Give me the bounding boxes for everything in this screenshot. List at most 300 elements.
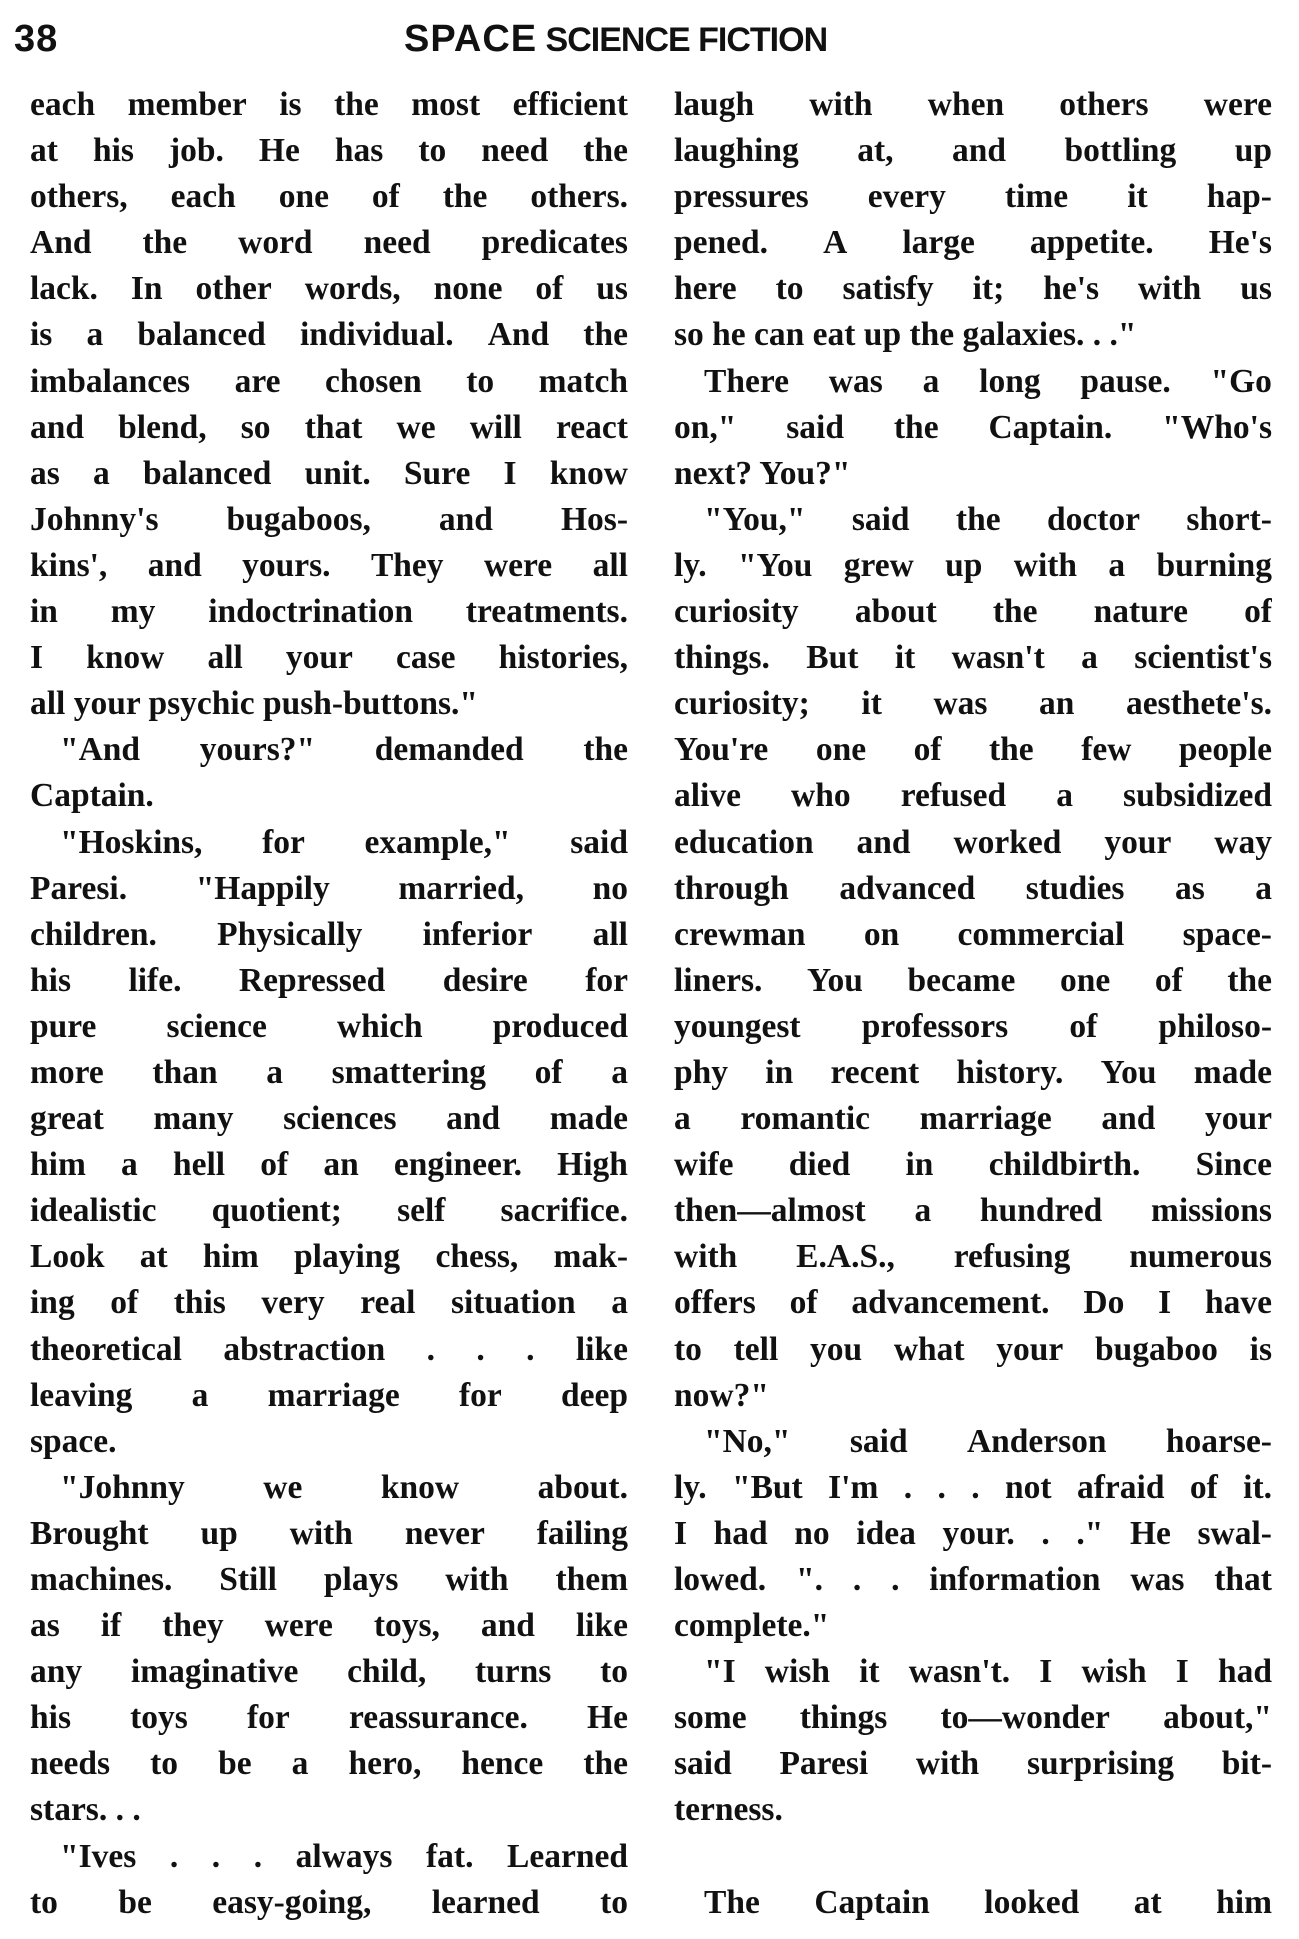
word: the (583, 132, 628, 170)
word: one (278, 178, 329, 216)
word: . (891, 1561, 900, 1598)
word: is (1249, 1330, 1272, 1368)
word: tell (733, 1330, 779, 1368)
word: machines. (30, 1561, 173, 1598)
text-line (674, 174, 1272, 220)
word: marriage (919, 1100, 1052, 1138)
word: Still (219, 1561, 277, 1598)
word: we (263, 1468, 303, 1506)
word: it. (1243, 1468, 1272, 1506)
word: in (765, 1053, 794, 1091)
text-line: now?" (674, 1376, 769, 1414)
word: is (30, 316, 53, 354)
text-line (674, 1234, 1272, 1280)
word: at (139, 1238, 168, 1276)
word: like (575, 1607, 628, 1645)
word: deep (560, 1376, 628, 1414)
word: a (86, 316, 104, 354)
word: the (955, 500, 1001, 538)
word: you (809, 1330, 863, 1368)
word: Paresi (779, 1745, 869, 1783)
word: who (791, 777, 851, 815)
word: life. (128, 961, 182, 999)
text-line (30, 174, 628, 220)
word: . (971, 1468, 980, 1506)
word: with (445, 1561, 509, 1598)
word: an (323, 1146, 359, 1184)
word: about (854, 593, 937, 631)
text-line (674, 543, 1272, 589)
word: hundred (979, 1192, 1103, 1230)
word: all (592, 915, 628, 953)
word: be (118, 1883, 152, 1921)
word: imbalances (30, 362, 191, 400)
word: at (1133, 1883, 1162, 1921)
text-line (30, 1465, 628, 1511)
text-line (30, 1741, 628, 1787)
word: will (469, 408, 522, 446)
word: demanded (374, 731, 524, 769)
word: abstraction (223, 1330, 386, 1368)
word: self (397, 1192, 446, 1230)
word: romantic (740, 1100, 871, 1138)
word: "But (731, 1468, 803, 1506)
word: were (483, 546, 553, 584)
word: we (396, 408, 436, 446)
word: studies (1025, 869, 1125, 907)
word: needs (30, 1745, 111, 1783)
word: laugh (674, 86, 755, 123)
text-line (674, 1741, 1272, 1787)
word: Sure (403, 454, 471, 492)
word: desire (442, 961, 528, 999)
word: hoarse- (1165, 1422, 1272, 1460)
word: professors (861, 1007, 1009, 1045)
word: him (30, 1146, 86, 1184)
word: a (1255, 869, 1272, 907)
word: bit- (1221, 1745, 1272, 1783)
text-line (674, 589, 1272, 635)
word: a (121, 1146, 138, 1184)
word: marriage (267, 1376, 400, 1414)
word: with (1138, 270, 1202, 308)
word: of (1069, 1007, 1098, 1045)
word: satisfy (842, 270, 934, 308)
word: the (1227, 961, 1272, 999)
word: afraid (1076, 1468, 1165, 1506)
word: large (902, 224, 975, 262)
word: phy (674, 1053, 729, 1091)
word: chess, (435, 1238, 519, 1276)
word: sacrifice. (500, 1192, 628, 1230)
word: Paresi. (30, 869, 128, 907)
word: wish (764, 1653, 830, 1691)
word: here (674, 270, 737, 308)
word: I (1158, 1284, 1172, 1322)
word: words, (304, 270, 401, 308)
text-line (30, 543, 628, 589)
word: children. (30, 915, 157, 953)
page-number: 38 (14, 18, 59, 60)
word: each (30, 86, 96, 123)
text-line (30, 1649, 628, 1695)
word: A (823, 224, 848, 262)
word: for (585, 961, 628, 999)
text-line (674, 1649, 1272, 1695)
word: He (587, 1699, 628, 1737)
running-head-rest: SCIENCE FICTION (537, 21, 828, 59)
word: became (907, 961, 1016, 999)
word: of (534, 1053, 563, 1091)
word: surprising (1026, 1745, 1175, 1783)
word: on (863, 915, 900, 953)
word: pressures (674, 178, 809, 216)
word: him (1216, 1883, 1272, 1921)
text-line (30, 866, 628, 912)
running-head (404, 18, 827, 61)
word: the (142, 224, 188, 262)
word: a (922, 362, 940, 400)
word: And (487, 316, 550, 354)
text-line (30, 1695, 628, 1741)
word: "Johnny (60, 1468, 185, 1506)
word: "Ives (60, 1837, 137, 1875)
word: childbirth. (988, 1146, 1141, 1184)
word: which (336, 1007, 423, 1045)
word: all (207, 639, 243, 677)
word: yours. (242, 546, 331, 584)
word: a (674, 1100, 691, 1138)
text-line (674, 1050, 1272, 1096)
word: pened. (674, 224, 769, 262)
word: crewman (674, 915, 806, 953)
word: things (799, 1699, 888, 1737)
text-line (674, 773, 1272, 819)
text-line (674, 820, 1272, 866)
word: failing (536, 1514, 628, 1552)
word: said (851, 500, 910, 538)
text-line (30, 589, 628, 635)
word: of (1189, 1468, 1218, 1506)
word: then—almost (674, 1192, 866, 1230)
page-header (0, 12, 1299, 72)
word: learned (431, 1883, 540, 1921)
word: theoretical (30, 1330, 182, 1368)
word: Since (1195, 1146, 1272, 1184)
word: us (1240, 270, 1272, 308)
word: child, (347, 1653, 427, 1691)
word: "Who's (1162, 408, 1272, 446)
word: and (446, 1100, 501, 1138)
word: easy-going, (212, 1883, 372, 1921)
word: in (905, 1146, 934, 1184)
word: never (404, 1514, 485, 1552)
word: up (1234, 132, 1272, 170)
word: bugaboos, (226, 500, 371, 538)
text-line (674, 405, 1272, 451)
text-line (30, 128, 628, 174)
word: know (86, 639, 165, 677)
word: a (611, 1284, 628, 1322)
word: be (218, 1745, 252, 1783)
text-line (674, 912, 1272, 958)
word: and (952, 132, 1007, 170)
word: refused (900, 777, 1007, 815)
word: Hos- (560, 500, 628, 538)
word: There (704, 362, 789, 400)
text-line (674, 1188, 1272, 1234)
word: bottling (1064, 132, 1177, 170)
word: burning (1156, 546, 1272, 584)
word: to (150, 1745, 179, 1783)
text-line (674, 1004, 1272, 1050)
text-line (30, 820, 628, 866)
word: advancement. (851, 1284, 1050, 1322)
word: advanced (839, 869, 976, 907)
word: your. (942, 1514, 1015, 1552)
text-line: stars. . . (30, 1791, 141, 1829)
word: one (815, 731, 867, 769)
word: most (411, 86, 481, 123)
word: if (100, 1607, 122, 1645)
word: pure (30, 1007, 97, 1045)
word: I'm (828, 1468, 879, 1506)
word: of (789, 1284, 818, 1322)
word: the (583, 731, 628, 769)
word: But (806, 639, 859, 677)
text-line (674, 635, 1272, 681)
word: was (933, 685, 988, 723)
word: engineer. (393, 1146, 522, 1184)
word: missions (1150, 1192, 1272, 1230)
word: made (549, 1100, 628, 1138)
word: none (433, 270, 503, 308)
word: of (260, 1146, 289, 1184)
text-line (30, 82, 628, 128)
word: long (979, 362, 1041, 400)
word: to (600, 1883, 628, 1921)
text-line (674, 1096, 1272, 1142)
text-line (674, 958, 1272, 1004)
text-line (30, 220, 628, 266)
word: made (1193, 1053, 1272, 1091)
text-line: next? You?" (674, 454, 851, 492)
word: scientist's (1134, 639, 1272, 677)
word: that (1214, 1561, 1272, 1598)
word: ly. (674, 1468, 707, 1506)
word: turns (475, 1653, 552, 1691)
word: as (30, 1607, 60, 1645)
word: it (894, 639, 916, 677)
word: that (304, 408, 363, 446)
word: said (786, 408, 844, 446)
word: Repressed (238, 961, 386, 999)
word: . (937, 1468, 946, 1506)
word: the (334, 86, 379, 123)
word: Captain (814, 1883, 930, 1921)
word: toys, (373, 1607, 440, 1645)
word: some (674, 1699, 747, 1737)
word: said (570, 823, 628, 861)
text-line (674, 1695, 1272, 1741)
word: us (596, 270, 628, 308)
word: have (1205, 1284, 1272, 1322)
word: an (1038, 685, 1075, 723)
word: need (363, 224, 431, 262)
word: sciences (283, 1100, 397, 1138)
word: youngest (674, 1007, 801, 1045)
word: commercial (957, 915, 1125, 953)
word: reassurance. (348, 1699, 528, 1737)
word: few (1081, 731, 1132, 769)
word: Physically (217, 915, 363, 953)
word: a (93, 454, 110, 492)
word: Look (30, 1238, 105, 1276)
text-line (674, 359, 1272, 405)
text-line (674, 1419, 1272, 1465)
word: numerous (1129, 1238, 1272, 1276)
word: things. (674, 639, 770, 677)
word: And (30, 224, 92, 262)
word: space- (1182, 915, 1272, 953)
word: to—wonder (940, 1699, 1110, 1737)
text-line (30, 1096, 628, 1142)
word: he's (1043, 270, 1100, 308)
word: was (828, 362, 883, 400)
word: they (162, 1607, 224, 1645)
word: leaving (30, 1376, 133, 1414)
word: is (279, 86, 302, 123)
word: imaginative (130, 1653, 299, 1691)
word: short- (1186, 500, 1272, 538)
word: Anderson (966, 1422, 1107, 1460)
word: . (169, 1837, 179, 1875)
word: playing (294, 1238, 401, 1276)
word: it; (972, 270, 1005, 308)
word: . (903, 1468, 913, 1506)
word: inferior (422, 915, 533, 953)
text-line (674, 1327, 1272, 1373)
text-line (30, 1050, 628, 1096)
word: no (592, 869, 628, 907)
word: great (30, 1100, 104, 1138)
word: They (370, 546, 444, 584)
word: He (258, 132, 300, 170)
word: hell (172, 1146, 226, 1184)
word: I (1039, 1653, 1053, 1691)
word: no (794, 1514, 830, 1552)
text-line (674, 866, 1272, 912)
word: his (30, 961, 71, 999)
word: when (927, 86, 1005, 123)
word: a (1081, 639, 1098, 677)
word: job. (168, 132, 224, 170)
word: word (238, 224, 313, 262)
word: need (481, 132, 549, 170)
text-line (674, 82, 1272, 128)
word: lack. (30, 270, 98, 308)
text-line (674, 1511, 1272, 1557)
word: "I (704, 1653, 736, 1691)
word: quotient; (211, 1192, 342, 1230)
word: at, (857, 132, 894, 170)
text-line (30, 1880, 628, 1926)
word: Brought (30, 1514, 149, 1552)
word: I (1175, 1653, 1189, 1691)
word: ." (1076, 1514, 1104, 1552)
word: looked (984, 1883, 1080, 1921)
word: it (861, 685, 882, 723)
word: to (600, 1653, 628, 1691)
left-column (30, 82, 628, 1926)
word: He (1129, 1514, 1171, 1552)
text-line (30, 1373, 628, 1419)
word: of (535, 270, 564, 308)
text-line: space. (30, 1422, 117, 1460)
text-line (30, 1834, 628, 1880)
word: and (147, 546, 202, 584)
word: are (234, 362, 281, 400)
word: any (30, 1653, 83, 1691)
word: . (253, 1837, 263, 1875)
word: with (809, 86, 873, 123)
word: . (476, 1330, 485, 1368)
running-head-space: SPACE (404, 18, 538, 60)
word: The (704, 1883, 760, 1921)
word: grew (843, 546, 914, 584)
word: . (526, 1330, 535, 1368)
word: and (30, 408, 85, 446)
word: bugaboo (1095, 1330, 1218, 1368)
word: more (30, 1053, 104, 1091)
word: "No," (704, 1422, 791, 1460)
word: laughing (674, 132, 799, 170)
word: to (674, 1330, 702, 1368)
word: and (856, 823, 911, 861)
word: has (334, 132, 384, 170)
word: to (466, 362, 495, 400)
word: plays (323, 1561, 399, 1598)
word: as (30, 454, 60, 492)
word: and (438, 500, 493, 538)
section-break (674, 1834, 1272, 1880)
word: had (713, 1514, 768, 1552)
word: said (674, 1745, 732, 1783)
text-line (674, 1280, 1272, 1326)
word: than (152, 1053, 218, 1091)
word: "And (60, 731, 141, 769)
word: real (360, 1284, 416, 1322)
word: offers (674, 1284, 756, 1322)
word: had (1217, 1653, 1272, 1691)
word: in (30, 593, 58, 631)
word: with (674, 1238, 738, 1276)
word: all (592, 546, 628, 584)
word: You (807, 961, 863, 999)
word: efficient (512, 86, 628, 123)
word: a (1056, 777, 1073, 815)
word: to (30, 1883, 58, 1921)
word: situation (450, 1284, 576, 1322)
word: idealistic (30, 1192, 157, 1230)
word: blend, (118, 408, 207, 446)
word: way (1214, 823, 1272, 861)
text-line (30, 635, 628, 681)
word: . (426, 1330, 435, 1368)
text-line (30, 359, 628, 405)
word: nature (1093, 593, 1188, 631)
word: example," (364, 823, 511, 861)
